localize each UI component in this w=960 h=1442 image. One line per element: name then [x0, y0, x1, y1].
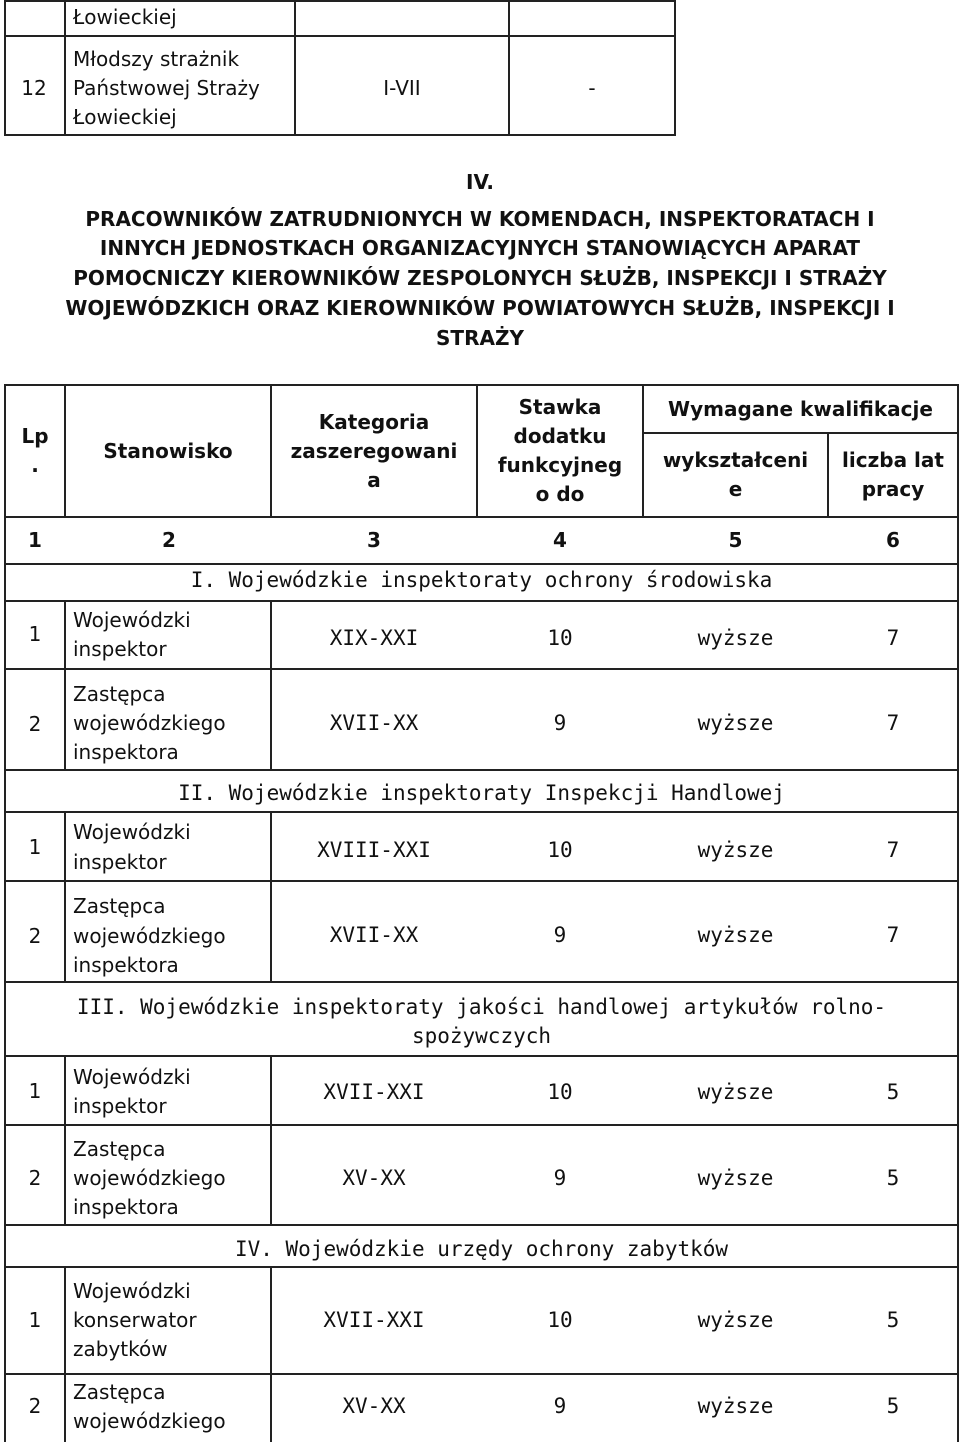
row-wyksztalcenie: wyższe: [697, 1080, 774, 1104]
header-liczba-lat: [829, 434, 957, 516]
row-lp: 2: [28, 924, 42, 948]
section-title-line-1: PRACOWNIKÓW ZATRUDNIONYCH W KOMENDACH, INSPEKTORATACH I: [85, 207, 875, 231]
row-stanowisko-line: zabytków: [73, 1337, 168, 1361]
header-kategoria-line-1: Kategoria: [318, 409, 430, 434]
col-num-5: [644, 518, 827, 563]
header-stanowisko: [66, 386, 270, 516]
row-stanowisko-line: Zastępca: [73, 894, 166, 918]
row-lp: 12: [21, 76, 47, 100]
row-lp: 2: [28, 1394, 42, 1418]
header-kategoria: [272, 386, 476, 516]
row-stanowisko-line: Wojewódzki: [73, 1065, 191, 1089]
row-wyksztalcenie: wyższe: [697, 923, 774, 947]
row-stawka: 9: [553, 1166, 567, 1190]
row-lata: 7: [886, 711, 900, 735]
row-wyksztalcenie: wyższe: [697, 1166, 774, 1190]
row-stanowisko-line: Wojewódzki: [73, 608, 191, 632]
col-num-1-text: 1: [28, 528, 42, 552]
row-lata: 5: [886, 1308, 900, 1332]
header-lp: [6, 386, 64, 516]
header-kategoria-line-3: a: [367, 467, 381, 492]
header-stawka-line-3: funkcyjneg: [497, 453, 623, 477]
header-wyksztalcenie: [644, 434, 827, 516]
header-wymagane-text: Wymagane kwalifikacje: [668, 396, 933, 421]
row-kategoria: XVII-XX: [329, 923, 419, 947]
row-stanowisko-line: inspektora: [73, 1195, 179, 1219]
row-stawka: 10: [547, 1080, 573, 1104]
row-lp: 1: [28, 835, 42, 859]
group-title: II. Wojewódzkie inspektoraty Inspekcji Handlowej: [178, 781, 785, 805]
header-stawka-line-1: Stawka: [518, 395, 602, 419]
row-kategoria: XIX-XXI: [329, 626, 419, 650]
row-lp: 1: [28, 1308, 42, 1332]
header-stanowisko-text: Stanowisko: [103, 438, 233, 463]
row-stanowisko-line: inspektora: [73, 740, 179, 764]
row-stanowisko-line: inspektora: [73, 953, 179, 977]
col-num-2: [66, 518, 270, 563]
row-stanowisko-line: wojewódzkiego: [73, 1409, 226, 1433]
section-title-line-4: WOJEWÓDZKICH ORAZ KIEROWNIKÓW POWIATOWYCH SŁUŻB, INSPEKCJI I: [65, 296, 895, 320]
prev-row-tail: Łowieckiej: [73, 5, 177, 29]
header-stawka-line-4: o do: [535, 482, 585, 506]
section-title-line-3: POMOCNICZY KIEROWNIKÓW ZESPOLONYCH SŁUŻB, INSPEKCJI I STRAŻY: [73, 266, 887, 290]
row-kategoria: XVII-XX: [329, 711, 419, 735]
header-wyksztalcenie-line-2: e: [728, 477, 743, 501]
row-stanowisko-line: wojewódzkiego: [73, 924, 226, 948]
row-lata: 7: [886, 626, 900, 650]
row-stanowisko-1: Młodszy strażnik: [73, 47, 240, 71]
col-num-4: [478, 518, 642, 563]
col-num-4-text: 4: [553, 528, 567, 552]
row-stawka: 9: [553, 711, 567, 735]
col-num-1: [6, 518, 64, 563]
row-kategoria: XV-XX: [342, 1394, 406, 1418]
row-stanowisko-line: inspektor: [73, 850, 167, 874]
row-stanowisko-line: Wojewódzki: [73, 820, 191, 844]
col-num-3: [272, 518, 476, 563]
row-stanowisko-line: Zastępca: [73, 1137, 166, 1161]
row-wyksztalcenie: wyższe: [697, 626, 774, 650]
header-wyksztalcenie-line-1: wykształceni: [662, 448, 809, 472]
header-stawka-line-2: dodatku: [513, 424, 607, 448]
row-kategoria: XVIII-XXI: [317, 838, 431, 862]
row-kategoria: I-VII: [383, 76, 421, 100]
row-stanowisko-line: inspektor: [73, 1094, 167, 1118]
row-lata: 5: [886, 1394, 900, 1418]
row-stanowisko-3: Łowieckiej: [73, 105, 177, 129]
row-wyksztalcenie: wyższe: [697, 1308, 774, 1332]
row-kategoria: XVII-XXI: [323, 1080, 425, 1104]
row-lata: 5: [886, 1080, 900, 1104]
col-num-2-text: 2: [162, 528, 176, 552]
header-lp-line-2: .: [31, 453, 39, 477]
row-stawka: 10: [547, 626, 573, 650]
row-kategoria: XVII-XXI: [323, 1308, 425, 1332]
header-stawka: [478, 386, 642, 516]
row-stanowisko-line: wojewódzkiego: [73, 1166, 226, 1190]
header-wymagane: [644, 386, 957, 432]
section-number: IV.: [466, 170, 494, 194]
header-kategoria-line-2: zaszeregowani: [290, 438, 458, 463]
row-lp: 1: [28, 622, 42, 646]
row-stawka: -: [588, 76, 596, 100]
header-lp-line-1: Lp: [21, 424, 49, 448]
row-wyksztalcenie: wyższe: [697, 838, 774, 862]
row-wyksztalcenie: wyższe: [697, 1394, 774, 1418]
row-stawka: 10: [547, 838, 573, 862]
row-stanowisko-line: wojewódzkiego: [73, 711, 226, 735]
row-lata: 5: [886, 1166, 900, 1190]
row-kategoria: XV-XX: [342, 1166, 406, 1190]
group-title: I. Wojewódzkie inspektoraty ochrony środowiska: [190, 568, 773, 592]
group-title-line: III. Wojewódzkie inspektoraty jakości handlowej artykułów rolno-: [76, 995, 887, 1019]
col-num-3-text: 3: [367, 528, 381, 552]
row-wyksztalcenie: wyższe: [697, 711, 774, 735]
row-stanowisko-line: Zastępca: [73, 682, 166, 706]
row-lp: 2: [28, 1166, 42, 1190]
header-liczba-lat-line-2: pracy: [861, 477, 925, 501]
row-stanowisko-line: Zastępca: [73, 1380, 166, 1404]
row-stawka: 9: [553, 1394, 567, 1418]
row-lata: 7: [886, 838, 900, 862]
row-lp: 2: [28, 712, 42, 736]
col-num-5-text: 5: [728, 528, 743, 552]
group-title-line: spożywczych: [411, 1024, 552, 1048]
col-num-6-text: 6: [886, 528, 900, 552]
row-lp: 1: [28, 1079, 42, 1103]
section-title-line-5: STRAŻY: [436, 326, 524, 350]
row-stawka: 9: [553, 923, 567, 947]
row-stanowisko-line: Wojewódzki: [73, 1279, 191, 1303]
row-lata: 7: [886, 923, 900, 947]
col-num-6: [829, 518, 957, 563]
group-title: IV. Wojewódzkie urzędy ochrony zabytków: [234, 1237, 729, 1261]
header-liczba-lat-line-1: liczba lat: [842, 448, 944, 472]
section-title-line-2: INNYCH JEDNOSTKACH ORGANIZACYJNYCH STANOWIĄCYCH APARAT: [99, 236, 861, 260]
row-stanowisko-line: inspektor: [73, 637, 167, 661]
row-stanowisko-2: Państwowej Straży: [73, 76, 260, 100]
row-stanowisko-line: konserwator: [73, 1308, 197, 1332]
row-stawka: 10: [547, 1308, 573, 1332]
